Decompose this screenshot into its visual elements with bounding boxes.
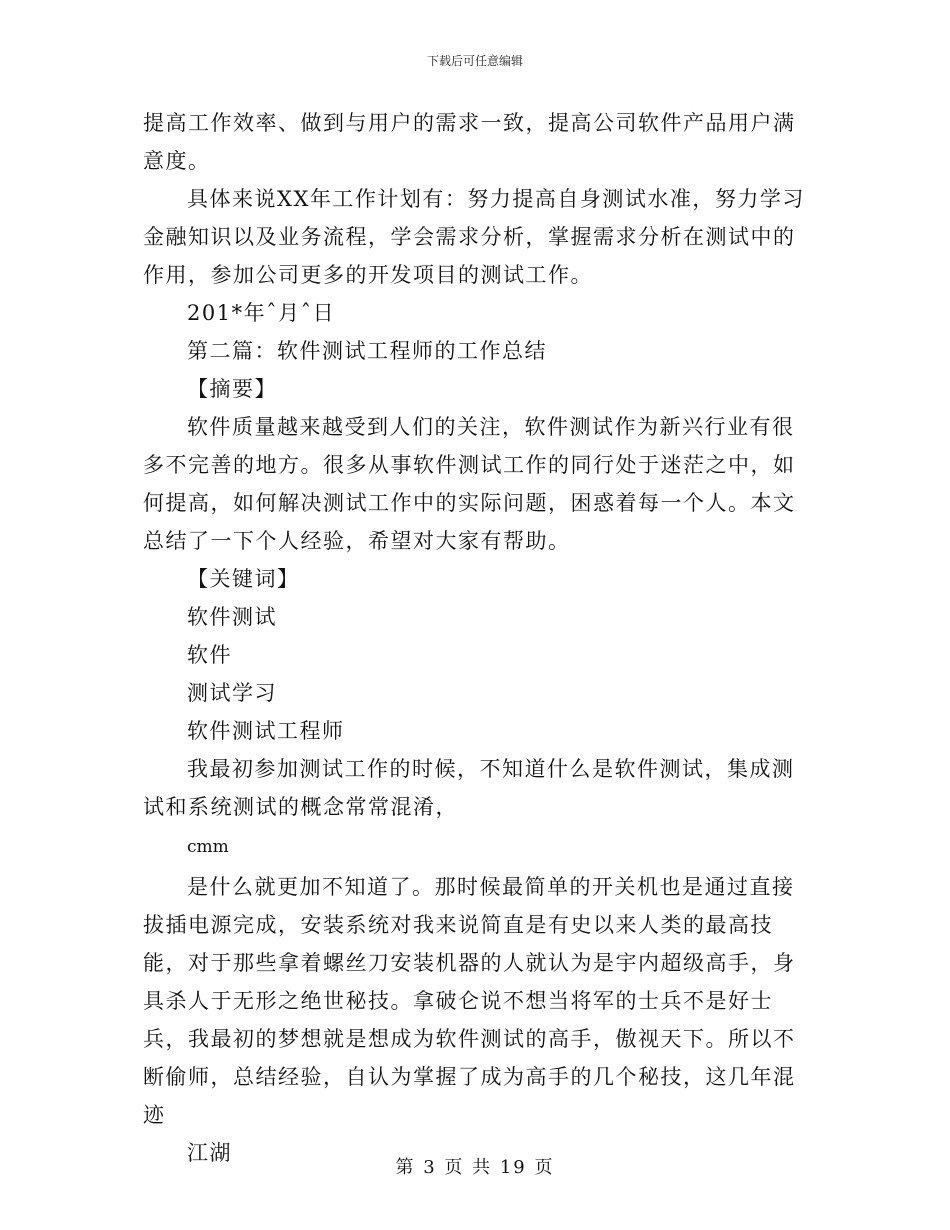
page-footer: 第 3 页 共 19 页 [395, 1157, 555, 1178]
body-last-line: 江湖 [187, 1141, 232, 1165]
body-paragraph-intro: 我最初参加测试工作的时候，不知道什么是软件测试，集成测试和系统测试的概念常常混淆， [143, 757, 795, 819]
paragraph-work-plan: 具体来说XX年工作计划有：努力提高自身测试水准，努力学习金融知识以及业务流程，学会需求分析，掌握需求分析在测试中的作用，参加公司更多的开发项目的测试工作。 [143, 187, 805, 287]
keyword-item: 测试学习 [187, 681, 277, 705]
keywords-heading: 【关键词】 [187, 567, 300, 591]
abstract-body: 软件质量越来越受到人们的关注，软件测试作为新兴行业有很多不完善的地方。很多从事软件测试工作的同行处于迷茫之中，如何提高，如何解决测试工作中的实际问题，困惑着每一个人。本文总结了一下个人经验，希望对大家有帮助。 [143, 415, 796, 553]
page-header: 下载后可任意编辑 [426, 54, 523, 68]
keyword-item: 软件 [187, 643, 232, 667]
document-body [143, 104, 808, 1172]
term-cmm: cmm [187, 837, 229, 857]
chapter-title: 第二篇：软件测试工程师的工作总结 [187, 339, 547, 363]
body-paragraph-main: 是什么就更加不知道了。那时候最简单的开关机也是通过直接拔插电源完成，安装系统对我来说简直是有史以来人类的最高技能，对于那些拿着螺丝刀安装机器的人就认为是宇内超级高手，身具杀人于无形之绝世秘技。拿破仑说不想当将军的士兵不是好士兵，我最初的梦想就是想成为软件测试的高手，傲视天下。所以不断偷师，总结经验，自认为掌握了成为高手的几个秘技，这几年混迹 [143, 875, 796, 1127]
keyword-item: 软件测试工程师 [187, 719, 345, 743]
abstract-heading: 【摘要】 [187, 377, 277, 401]
date-line: 201*年ˆ月ˆ日 [187, 301, 336, 325]
paragraph-efficiency: 提高工作效率、做到与用户的需求一致，提高公司软件产品用户满意度。 [143, 111, 796, 173]
keyword-item: 软件测试 [187, 605, 277, 629]
